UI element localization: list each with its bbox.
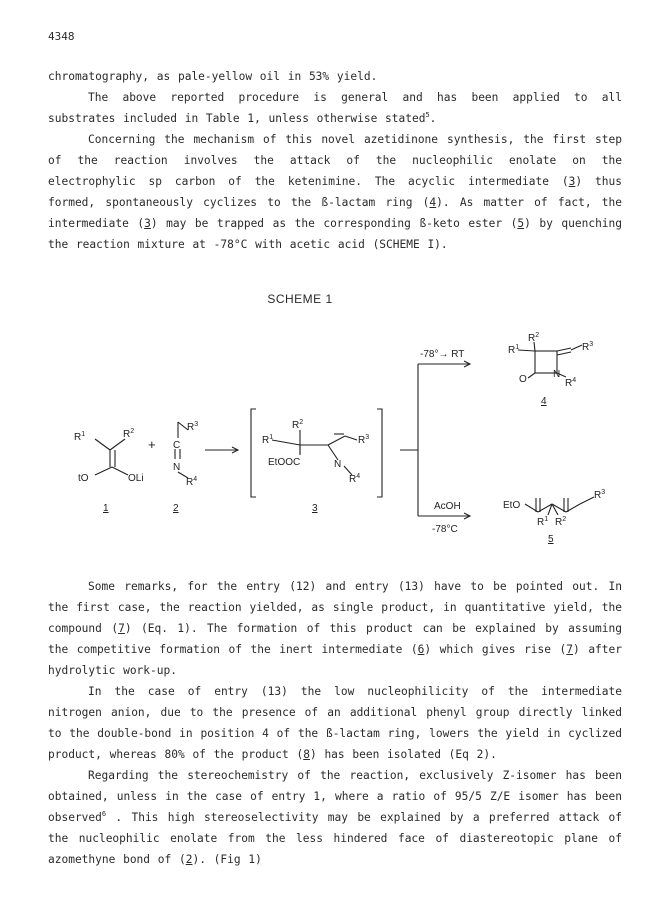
c2-carbon-label: C (173, 440, 181, 451)
c3-r1-label: $R^1$ (262, 434, 274, 446)
c1-r1-label: $R^1$ (74, 431, 86, 443)
c1-ethoxy-label: tO (78, 473, 89, 484)
c4-r3-label: $R^3$ (582, 341, 594, 353)
c4-r4-label: $R^4$ (565, 377, 577, 389)
c5-ethoxy-label: EtO (503, 500, 521, 511)
c3-r2-label: $R^2$ (292, 419, 304, 431)
c4-r1-label: $R^1$ (508, 344, 520, 356)
c4-carbonyl-o-label: O (519, 374, 527, 385)
c5-r3-label: $R^3$ (594, 489, 606, 501)
scheme-title: SCHEME 1 (267, 292, 333, 306)
c3-r3-label: $R^3$ (358, 434, 370, 446)
lower-arrow-reagent: AcOH (434, 501, 461, 512)
c3-compound-number: 3 (312, 503, 318, 514)
c1-compound-number: 1 (103, 503, 109, 514)
reaction-scheme (0, 312, 672, 572)
c5-compound-number: 5 (548, 534, 554, 545)
c3-ester-label: EtOOC (268, 457, 301, 468)
paragraph-4: Some remarks, for the entry (12) and entry (13) have to be pointed out. In the first case, the reaction yielded, as single product, in quantitative yield, the compound (7) (Eq. 1). The formation of this product can be explained by assuming the competitive formation of the inert intermediate (6) which gives rise (7) after hydrolytic work-up. (48, 580, 622, 677)
c4-compound-number: 4 (541, 396, 547, 407)
c3-r4-label: $R^4$ (349, 473, 361, 485)
paragraph-1: chromatography, as pale-yellow oil in 53% yield. (48, 70, 378, 83)
paragraph-2: The above reported procedure is general and has been applied to all substrates included in Table 1, unless otherwise stated$^5$. (48, 91, 622, 125)
c3-nitrogen-label: N (334, 459, 342, 470)
reference-5: 5 (425, 111, 430, 119)
c2-nitrogen-label: N (173, 462, 181, 473)
paragraph-3: Concerning the mechanism of this novel azetidinone synthesis, the first step of the reaction involves the attack of the nucleophilic enolate on the electrophylic sp carbon of the ketenimine. The acyclic intermediate (3) thus formed, spontaneously cyclizes to the ß-lactam ring (4). As matter of fact, the intermediate (3) may be trapped as the corresponding ß-keto ester (5) by quenching the reaction mixture at -78°C with acetic acid (SCHEME I). (48, 133, 623, 251)
paragraph-5: In the case of entry (13) the low nucleophilicity of the intermediate nitrogen anion, due to the presence of an additional phenyl group directly linked to the double-bond in position 4 of the ß-lactam ring, lowers the yield in cyclized product, whereas 80% of the product (8) has been isolated (Eq 2). (48, 685, 622, 761)
c4-nitrogen-label: N (553, 369, 561, 380)
c4-r2-label: $R^2$ (528, 332, 540, 344)
upper-arrow-conditions: -78°→ RT (420, 349, 465, 360)
c2-r4-label: $R^4$ (186, 476, 198, 488)
paragraph-6: Regarding the stereochemistry of the reaction, exclusively Z-isomer has been obtained, unless in the case of entry 1, where a ratio of 95/5 Z/E isomer has been observed$^6$ . This high stereoselectivity may be explained by a preferred attack of the nucleophilic enolate from the less hindered face of diastereotopic plane of azomethyne bond of (2). (Fig 1) (48, 769, 622, 866)
c2-r3-label: $R^3$ (187, 421, 199, 433)
plus-sign: + (148, 437, 156, 452)
reference-6: 6 (101, 810, 107, 818)
c1-r2-label: $R^2$ (123, 428, 135, 440)
c5-r1-label: $R^1$ (537, 516, 549, 528)
c5-r2-label: $R^2$ (555, 516, 567, 528)
c2-compound-number: 2 (173, 503, 179, 514)
lower-arrow-temperature: -78°C (432, 524, 458, 535)
page-number: 4348 (48, 30, 75, 43)
c1-oli-label: OLi (128, 473, 144, 484)
